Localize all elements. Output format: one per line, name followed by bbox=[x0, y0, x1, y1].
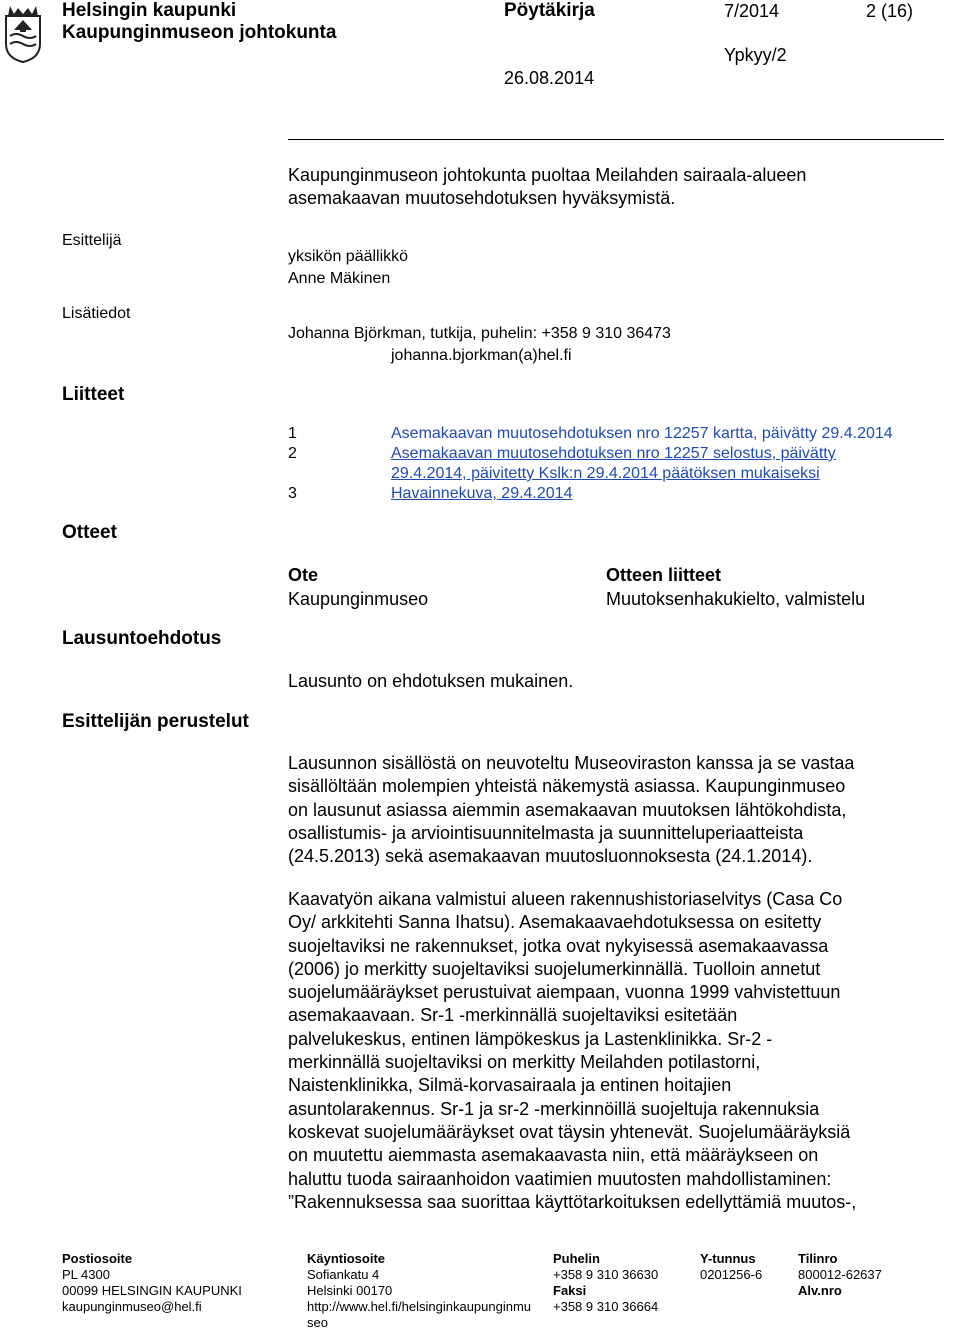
attachment-link-1[interactable]: Asemakaavan muutosehdotuksen nro 12257 kartta, päivätty 29.4.2014 bbox=[391, 425, 893, 442]
footer-visit-label: Käyntiosoite bbox=[307, 1251, 386, 1266]
extract-col1-heading: Ote bbox=[288, 565, 319, 585]
contact-line: Johanna Björkman, tutkija, puhelin: +358 9 310 36473 bbox=[288, 325, 671, 342]
contact-email: johanna.bjorkman(a)hel.fi bbox=[391, 347, 572, 364]
label-liitteet: Liitteet bbox=[62, 384, 125, 405]
footer-ytunnus-label: Y-tunnus bbox=[700, 1251, 756, 1266]
footer-tilinro: Tilinro 800012-62637 Alv.nro bbox=[798, 1251, 882, 1298]
footer-postal-label: Postiosoite bbox=[62, 1251, 133, 1266]
org-name: Helsingin kaupunki bbox=[62, 0, 237, 21]
attachment-number-1: 1 bbox=[288, 425, 297, 442]
presenter-name: Anne Mäkinen bbox=[288, 270, 391, 287]
footer-fax-label: Faksi bbox=[553, 1283, 587, 1298]
extract-col1-value: Kaupunginmuseo bbox=[288, 589, 429, 609]
footer-visit: Käyntiosoite Sofiankatu 4 Helsinki 00170 http://www.hel.fi/helsinginkaupunginmu seo bbox=[307, 1251, 532, 1330]
unit-name: Kaupunginmuseon johtokunta bbox=[62, 22, 337, 43]
rationale-paragraph-1: Lausunnon sisällöstä on neuvoteltu Museoviraston kanssa ja se vastaa sisällöltään molempien yhteistä näkemystä asiassa. Kaupunginmuseo on lausunut asiassa aiemmin asemakaavan muutoksen lähtökohdista, osallistumis- ja arviointisuunnitelmasta ja suunnitteluperiaatteista (24.5.2013) sekä asemakaavan muutosluonnoksesta (24.1.2014). bbox=[288, 753, 855, 867]
extract-col2-heading: Otteen liitteet bbox=[606, 565, 722, 585]
footer-email[interactable]: kaupunginmuseo@hel.fi bbox=[62, 1299, 202, 1314]
attachment-number-3: 3 bbox=[288, 485, 297, 502]
meeting-date: 26.08.2014 bbox=[504, 68, 595, 88]
footer-ytunnus: Y-tunnus 0201256-6 bbox=[700, 1251, 763, 1282]
label-lisatiedot: Lisätiedot bbox=[62, 305, 131, 322]
footer-phone-label: Puhelin bbox=[553, 1251, 600, 1266]
rationale-paragraph-2: Kaavatyön aikana valmistui alueen rakennushistoriaselvitys (Casa Co Oy/ arkkitehti Sanna Ihatsu). Asemakaavaehdotuksessa on esitetty suojeltaviksi ne rakennukset, jotka ovat nykyisessä asemakaavassa (2006) jo merkitty suojeltaviksi suojelumerkinnällä. Tuolloin annetut suojelumääräykset perustuivat aiempaan, vuonna 1999 vahvistettuun asemakaavaan. Sr-1 -merkinnällä suojeltaviksi esitetään palvelukeskus, entinen lämpökeskus ja Lastenklinikka. Sr-2 - merkinnällä suojeltaviksi on merkitty Meilahden potilastorni, Naistenklinikka, Silmä-korvasairaala ja entinen hoitajien asuntolarakennus. Sr-1 ja sr-2 -merkinnöillä suojeltuja rakennuksia koskevat suojelumääräykset ovat täysin yhtenevät. Suojelumääräyksiä on muutettu aiemmasta asemakaavasta niin, että määräykseen on haluttu tuoda sairaanhoidon vaatimien muutosten mahdollistaminen: ”Rakennuksessa saa suorittaa käyttötarkoituksen edellyttämiä muutos-, bbox=[288, 889, 857, 1212]
attachment-link-3[interactable]: Havainnekuva, 29.4.2014 bbox=[391, 485, 573, 502]
label-perustelut: Esittelijän perustelut bbox=[62, 711, 249, 732]
meeting-number: 7/2014 bbox=[724, 1, 780, 21]
city-crest-logo bbox=[2, 2, 44, 64]
footer-tilinro-label: Tilinro bbox=[798, 1251, 838, 1266]
label-lausuntoehdotus: Lausuntoehdotus bbox=[62, 628, 222, 649]
decision-intro: Kaupunginmuseon johtokunta puoltaa Meilahden sairaala-alueen asemakaavan muutosehdotuksen hyväksymistä. bbox=[288, 165, 807, 209]
presenter-title: yksikön päällikkö bbox=[288, 248, 409, 265]
extract-col2-value: Muutoksenhakukielto, valmistelu bbox=[606, 589, 866, 609]
footer-alv-label: Alv.nro bbox=[798, 1283, 842, 1298]
header-rule bbox=[288, 139, 944, 140]
footer-postal: Postiosoite PL 4300 00099 HELSINGIN KAUPUNKI kaupunginmuseo@hel.fi bbox=[62, 1251, 242, 1314]
label-esittelija: Esittelijä bbox=[62, 232, 122, 249]
proposal-text: Lausunto on ehdotuksen mukainen. bbox=[288, 671, 574, 691]
attachment-link-2[interactable]: Asemakaavan muutosehdotuksen nro 12257 selostus, päivätty bbox=[391, 445, 836, 462]
attachment-link-2-cont[interactable]: 29.4.2014, päivitetty Kslk:n 29.4.2014 päätöksen mukaiseksi bbox=[391, 465, 820, 482]
footer-website[interactable]: http://www.hel.fi/helsinginkaupunginmu bbox=[307, 1299, 532, 1314]
doc-type: Pöytäkirja bbox=[504, 0, 595, 21]
section-code: Ypkyy/2 bbox=[724, 45, 787, 65]
attachment-number-2: 2 bbox=[288, 445, 297, 462]
label-otteet: Otteet bbox=[62, 522, 117, 543]
footer-phone: Puhelin +358 9 310 36630 Faksi +358 9 310 36664 bbox=[553, 1251, 659, 1314]
page-number: 2 (16) bbox=[866, 1, 914, 21]
